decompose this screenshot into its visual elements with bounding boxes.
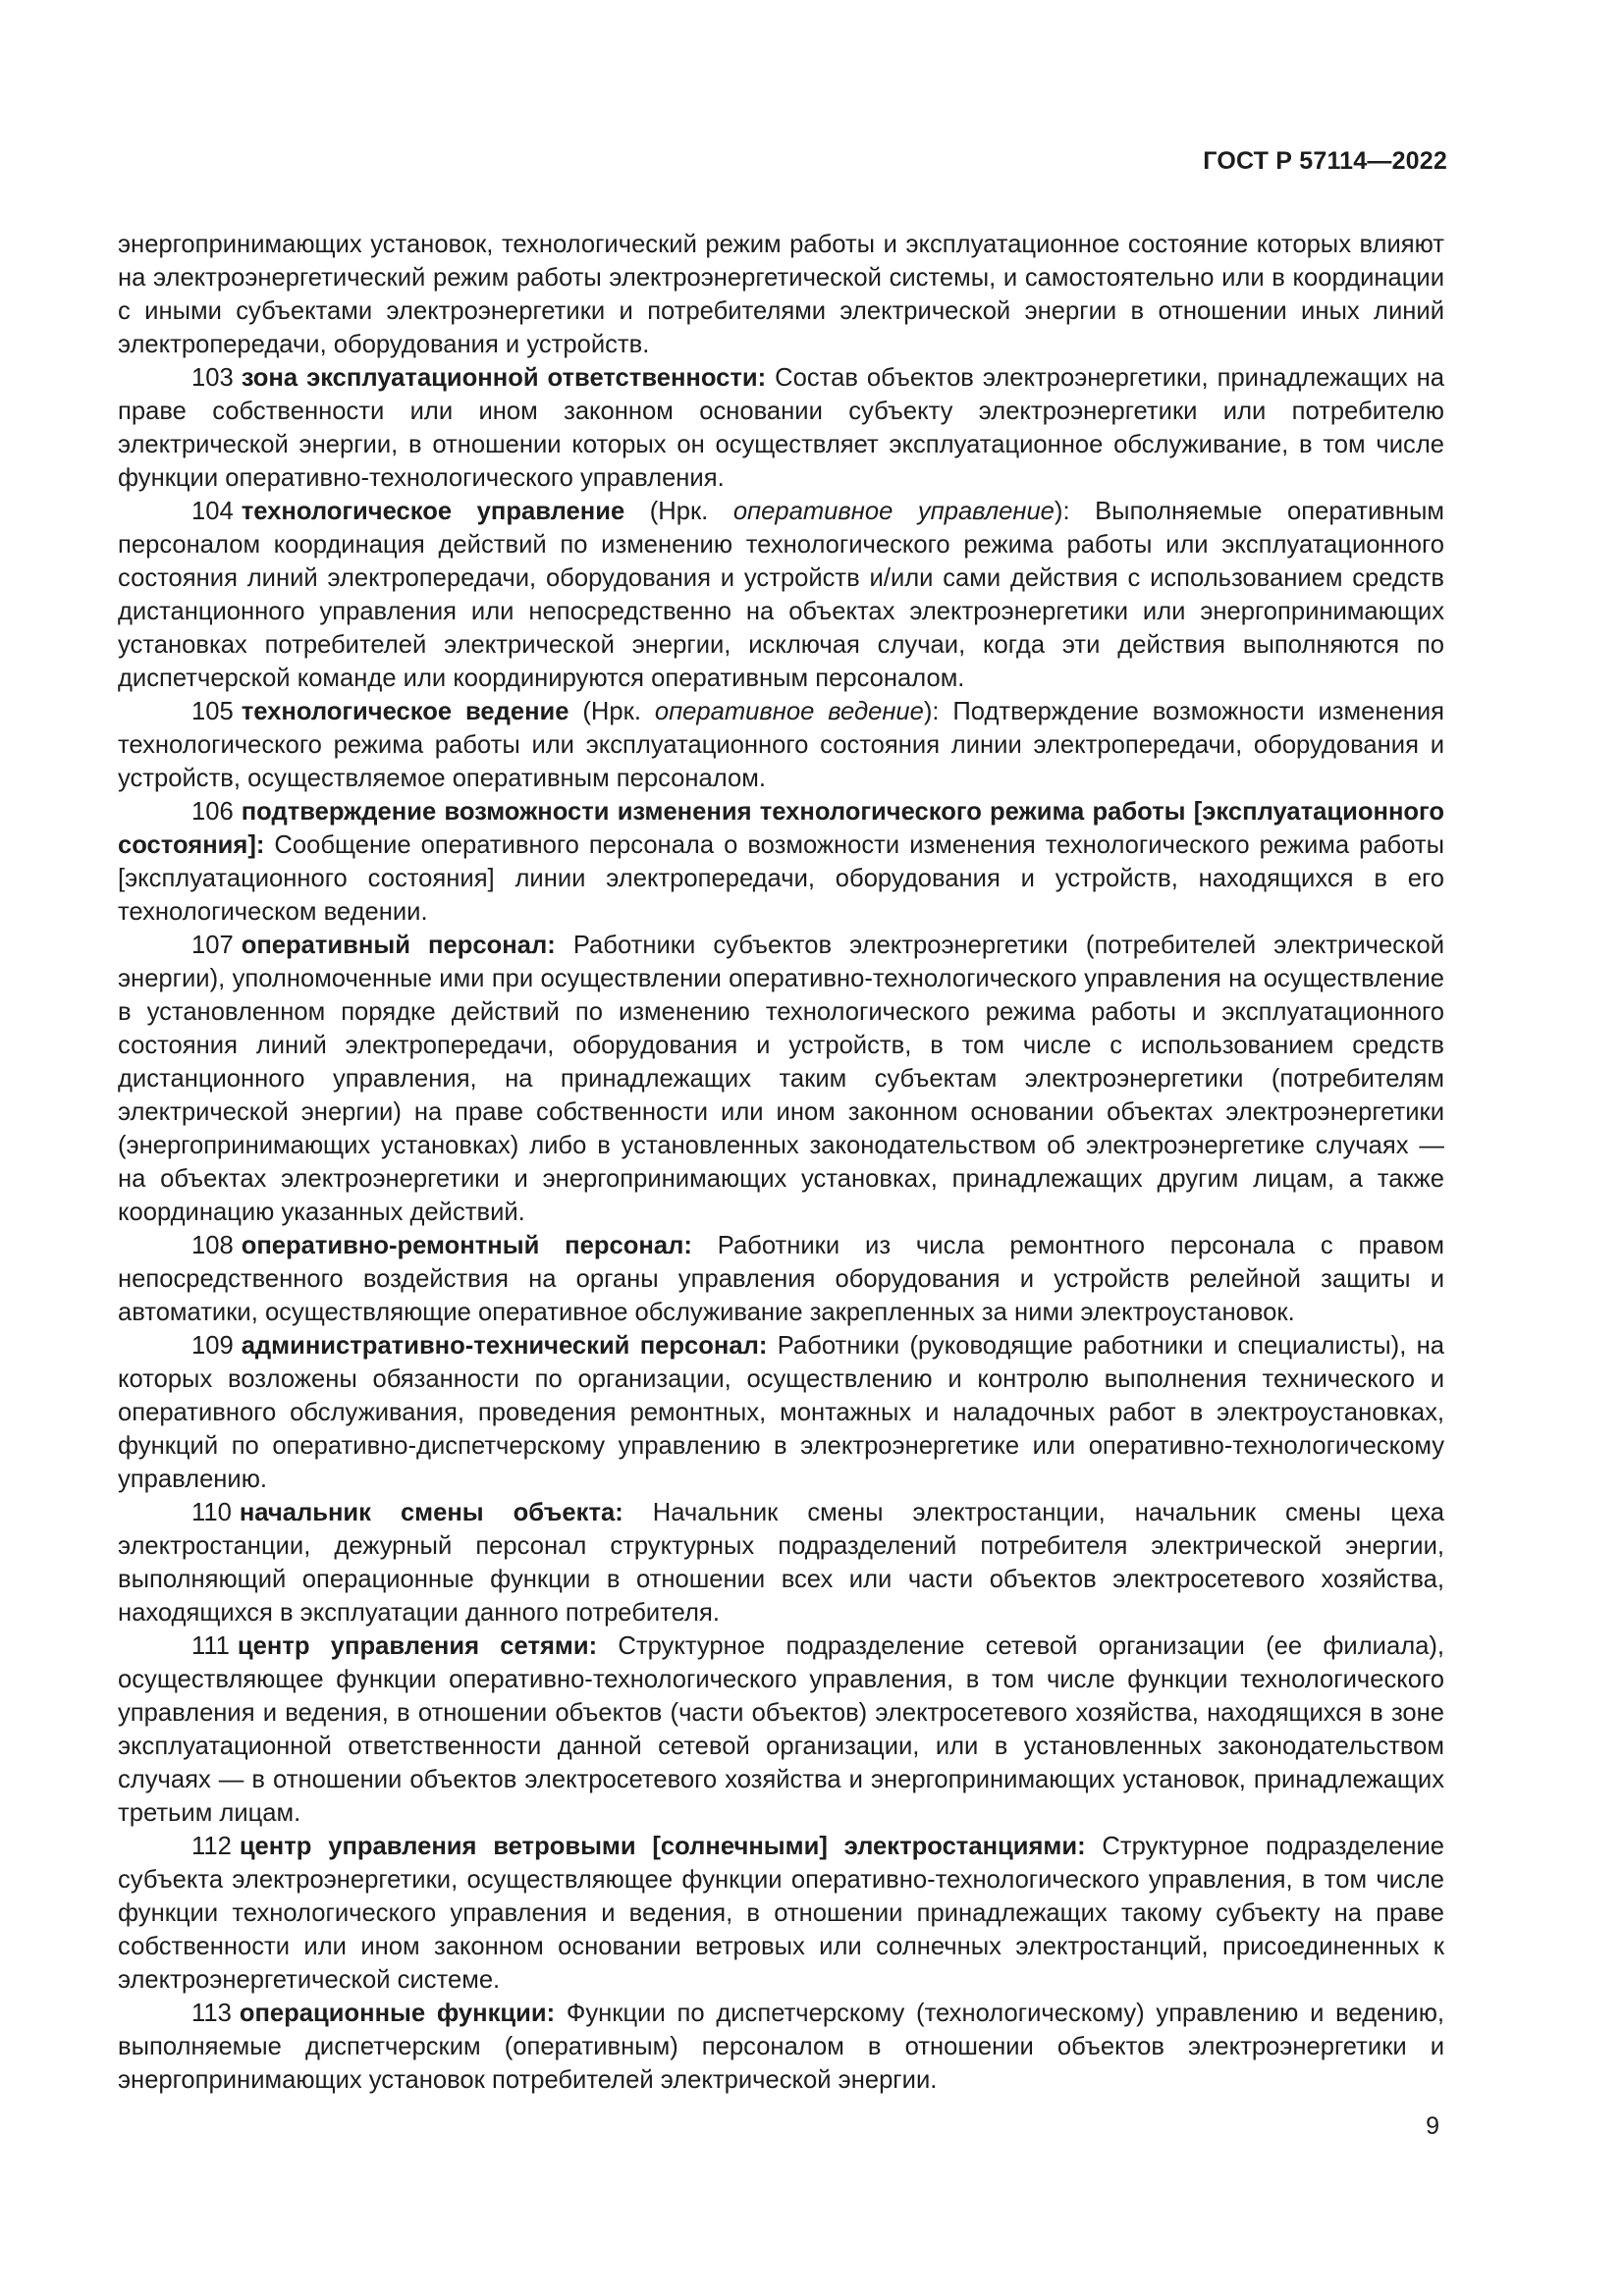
term-definition: Структурное подразделение субъекта электроэнергетики, осуществляющее функции оперативно-технологического управления, в том числе функции технологического управления и ведения, в отношении принадлежащих такому субъекту на праве собственности или ином законном основании ветровых или солнечных электростанций, присоединенных к электроэнергетической системе. [118, 1833, 1444, 1994]
term-entry [118, 1496, 1444, 1629]
term-name: оперативно-ремонтный персонал: [241, 1232, 692, 1259]
term-number: 106 [191, 798, 234, 826]
term-abbr-close: ): [923, 698, 940, 725]
term-deprecated: оперативное управление [732, 498, 1055, 525]
term-name: центр управления ветровыми [солнечными] электростанциями: [239, 1833, 1086, 1860]
term-entry [118, 361, 1444, 495]
term-name: начальник смены объекта: [239, 1499, 623, 1526]
page-number: 9 [1426, 2112, 1439, 2140]
term-number: 108 [191, 1232, 234, 1259]
term-entry [118, 495, 1444, 695]
term-entry [118, 1997, 1444, 2097]
term-definition: Состав объектов электроэнергетики, принадлежащих на праве собственности или ином законном основании субъекту электроэнергетики или потребителю электрической энергии, в отношении которых он осуществляет эксплуатационное обслуживание, в том числе функции оперативно-технологического управления. [118, 364, 1444, 492]
term-number: 111 [191, 1632, 230, 1660]
term-number: 104 [191, 498, 234, 525]
term-definition: Выполняемые оперативным персоналом координация действий по изменению технологического режима работы или эксплуатационного состояния линий электропередачи, оборудования и устройств и/или сами действия с использованием средств дистанционного управления или непосредственно на объектах электроэнергетики или энергопринимающих установках потребителей электрической энергии, исключая случаи, когда эти действия выполняются по диспетчерской команде или координируются оперативным персоналом. [118, 498, 1444, 692]
term-abbr-open: (Нрк. [624, 498, 733, 525]
term-entry [118, 1229, 1444, 1329]
term-entry [118, 1329, 1444, 1496]
term-number: 109 [191, 1332, 234, 1360]
term-definition: Подтверждение возможности изменения технологического режима работы или эксплуатационного состояния линии электропередачи, оборудования и устройств, осуществляемое оперативным персоналом. [118, 698, 1444, 792]
term-definition: Функции по диспетчерскому (технологическому) управлению и ведению, выполняемые диспетчерским (оперативным) персоналом в отношении объектов электроэнергетики и энергопринимающих установок потребителей электрической энергии. [118, 2000, 1444, 2094]
terms-list [118, 361, 1444, 2097]
term-entry [118, 695, 1444, 795]
term-definition: Работники (руководящие работники и специалисты), на которых возложены обязанности по организации, осуществлению и контролю выполнения технического и оперативного обслуживания, проведения ремонтных, монтажных и наладочных работ в электроустановках, функций по оперативно-диспетчерскому управлению в электроэнергетике или оперативно-технологическому управлению. [118, 1332, 1444, 1493]
term-name: оперативный персонал: [241, 932, 556, 959]
term-name: центр управления сетями: [237, 1632, 598, 1660]
term-name: подтверждение возможности изменения технологического режима работы [эксплуатационного состояния]: [118, 798, 1444, 859]
term-entry [118, 795, 1444, 929]
term-number: 110 [191, 1499, 232, 1526]
term-name: зона эксплуатационной ответственности: [241, 364, 767, 392]
term-definition: Структурное подразделение сетевой организации (ее филиала), осуществляющее функции оперативно-технологического управления, в том числе функции технологического управления и ведения, в отношении объектов (части объектов) электросетевого хозяйства, находящихся в зоне эксплуатационной ответственности данной сетевой организации, или в установленных законодательством случаях — в отношении объектов электросетевого хозяйства и энергопринимающих установок, принадлежащих третьим лицам. [118, 1632, 1444, 1827]
term-number: 103 [191, 364, 234, 392]
term-deprecated: оперативное ведение [654, 698, 924, 725]
term-entry [118, 1629, 1444, 1830]
term-abbr-open: (Нрк. [568, 698, 655, 725]
term-entry [118, 1830, 1444, 1997]
document-body [118, 228, 1444, 2097]
term-definition: Работники субъектов электроэнергетики (потребителей электрической энергии), уполномоченные ими при осуществлении оперативно-технологического управления на осуществление в установленном порядке действий по изменению технологического режима работы и эксплуатационного состояния линий электропередачи, оборудования и устройств, в том числе с использованием средств дистанционного управления, на принадлежащих таким субъектам электроэнергетики (потребителям электрической энергии) на праве собственности или ином законном основании объектах электроэнергетики (энергопринимающих установках) либо в установленных законодательством об электроэнергетике случаях — на объектах электроэнергетики и энергопринимающих установках, принадлежащих другим лицам, а также координацию указанных действий. [118, 932, 1444, 1226]
term-definition: Сообщение оперативного персонала о возможности изменения технологического режима работы [эксплуатационного состояния] линии электропередачи, оборудования и устройств, находящихся в его технологическом ведении. [118, 831, 1444, 926]
continuation-paragraph: энергопринимающих установок, технологический режим работы и эксплуатационное состояние которых влияют на электроэнергетический режим работы электроэнергетической системы, и самостоятельно или в координации с иными субъектами электроэнергетики и потребителями электрической энергии в отношении иных линий электропередачи, оборудования и устройств. [118, 231, 1444, 358]
document-code-header: ГОСТ Р 57114—2022 [1203, 147, 1447, 175]
term-name: операционные функции: [239, 2000, 556, 2027]
term-entry [118, 929, 1444, 1229]
term-abbr-close: ): [1054, 498, 1070, 525]
term-number: 105 [191, 698, 234, 725]
term-name: административно-технический персонал: [241, 1332, 768, 1360]
term-definition: Работники из числа ремонтного персонала с правом непосредственного воздействия на органы управления оборудования и устройств релейной защиты и автоматики, осуществляющие оперативное обслуживание закрепленных за ними электроустановок. [118, 1232, 1444, 1326]
term-number: 107 [191, 932, 234, 959]
term-name: технологическое ведение [241, 698, 569, 725]
term-number: 112 [191, 1833, 232, 1860]
term-number: 113 [191, 2000, 232, 2027]
term-name: технологическое управление [241, 498, 625, 525]
term-definition: Начальник смены электростанции, начальник смены цеха электростанции, дежурный персонал структурных подразделений потребителя электрической энергии, выполняющий операционные функции в отношении всех или части объектов электросетевого хозяйства, находящихся в эксплуатации данного потребителя. [118, 1499, 1444, 1627]
